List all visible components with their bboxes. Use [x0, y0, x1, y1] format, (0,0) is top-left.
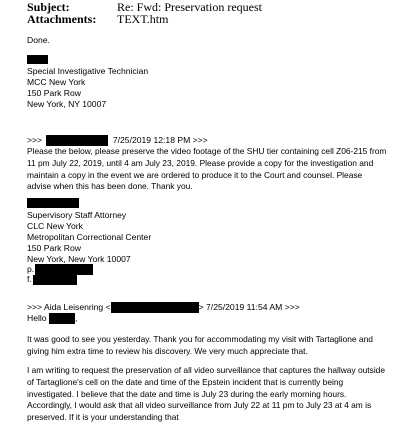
sig2-city: New York, New York 10007 [27, 254, 131, 264]
hello-text: Hello [27, 313, 47, 323]
quote1-prefix: >>> [27, 135, 43, 145]
hello-comma: , [74, 313, 78, 323]
attachments-label: Attachments: [27, 12, 97, 26]
sig1-title: Special Investigative Technician [27, 66, 149, 76]
sig2-org1: CLC New York [27, 221, 83, 231]
redacted-recipient-name [49, 313, 78, 324]
sig2-fax [27, 274, 77, 286]
quote2-suffix: > 7/25/2019 11:54 AM >>> [198, 302, 300, 312]
quote2-header [27, 302, 300, 314]
hello-line [27, 313, 77, 325]
quote1-text: Please the below, please preserve the video footage of the SHU tier containing cell Z06-215 from 11 pm July 22, 2019, until 4 am July 23, 2019. Please provide a copy for the investigation and maintain a copy in the event we are ordered to produce it to the Court and counsel. Please advise when this has been done. Thank you. [27, 146, 387, 192]
paragraph-2: I am writing to request the preservation of all video surveillance that captures the hallway outside of Tartaglione's cell on the date and time of the Epstein incident that is currently being investigated. I believe that the date and time is July 23 during the early morning hours. Accordingly, I would ask that all video surveillance from July 22 at 11 pm to July 23 at 4 am is preserved. If it is your understanding that [27, 365, 385, 423]
paragraph-1: It was good to see you yesterday. Thank you for accommodating my visit with Tartaglione and giving him extra time to review his discovery. We very much appreciate that. [27, 334, 373, 356]
sig1-street: 150 Park Row [27, 88, 81, 98]
phone-label: p. [27, 264, 35, 274]
subject-label: Subject: [27, 0, 70, 14]
sig2-org2: Metropolitan Correctional Center [27, 232, 152, 242]
redacted-sender-1 [46, 135, 108, 146]
redacted-fax [33, 275, 77, 285]
quote2-prefix: >>> Aida Leisenring < [27, 302, 111, 312]
done-text: Done. [27, 35, 50, 45]
quote1-suffix: 7/25/2019 12:18 PM >>> [112, 135, 208, 145]
fax-label: f. [27, 274, 32, 284]
sig1-org: MCC New York [27, 77, 86, 87]
sig2-title: Supervisory Staff Attorney [27, 210, 127, 220]
attachments-value: TEXT.htm [117, 12, 169, 26]
redacted-name-2 [27, 198, 79, 208]
sig2-street: 150 Park Row [27, 243, 81, 253]
redacted-name-1 [27, 55, 48, 64]
redacted-email-address [111, 302, 199, 313]
subject-value: Re: Fwd: Preservation request [117, 0, 262, 14]
quote1-header [27, 135, 208, 147]
sig1-city: New York, NY 10007 [27, 99, 107, 109]
